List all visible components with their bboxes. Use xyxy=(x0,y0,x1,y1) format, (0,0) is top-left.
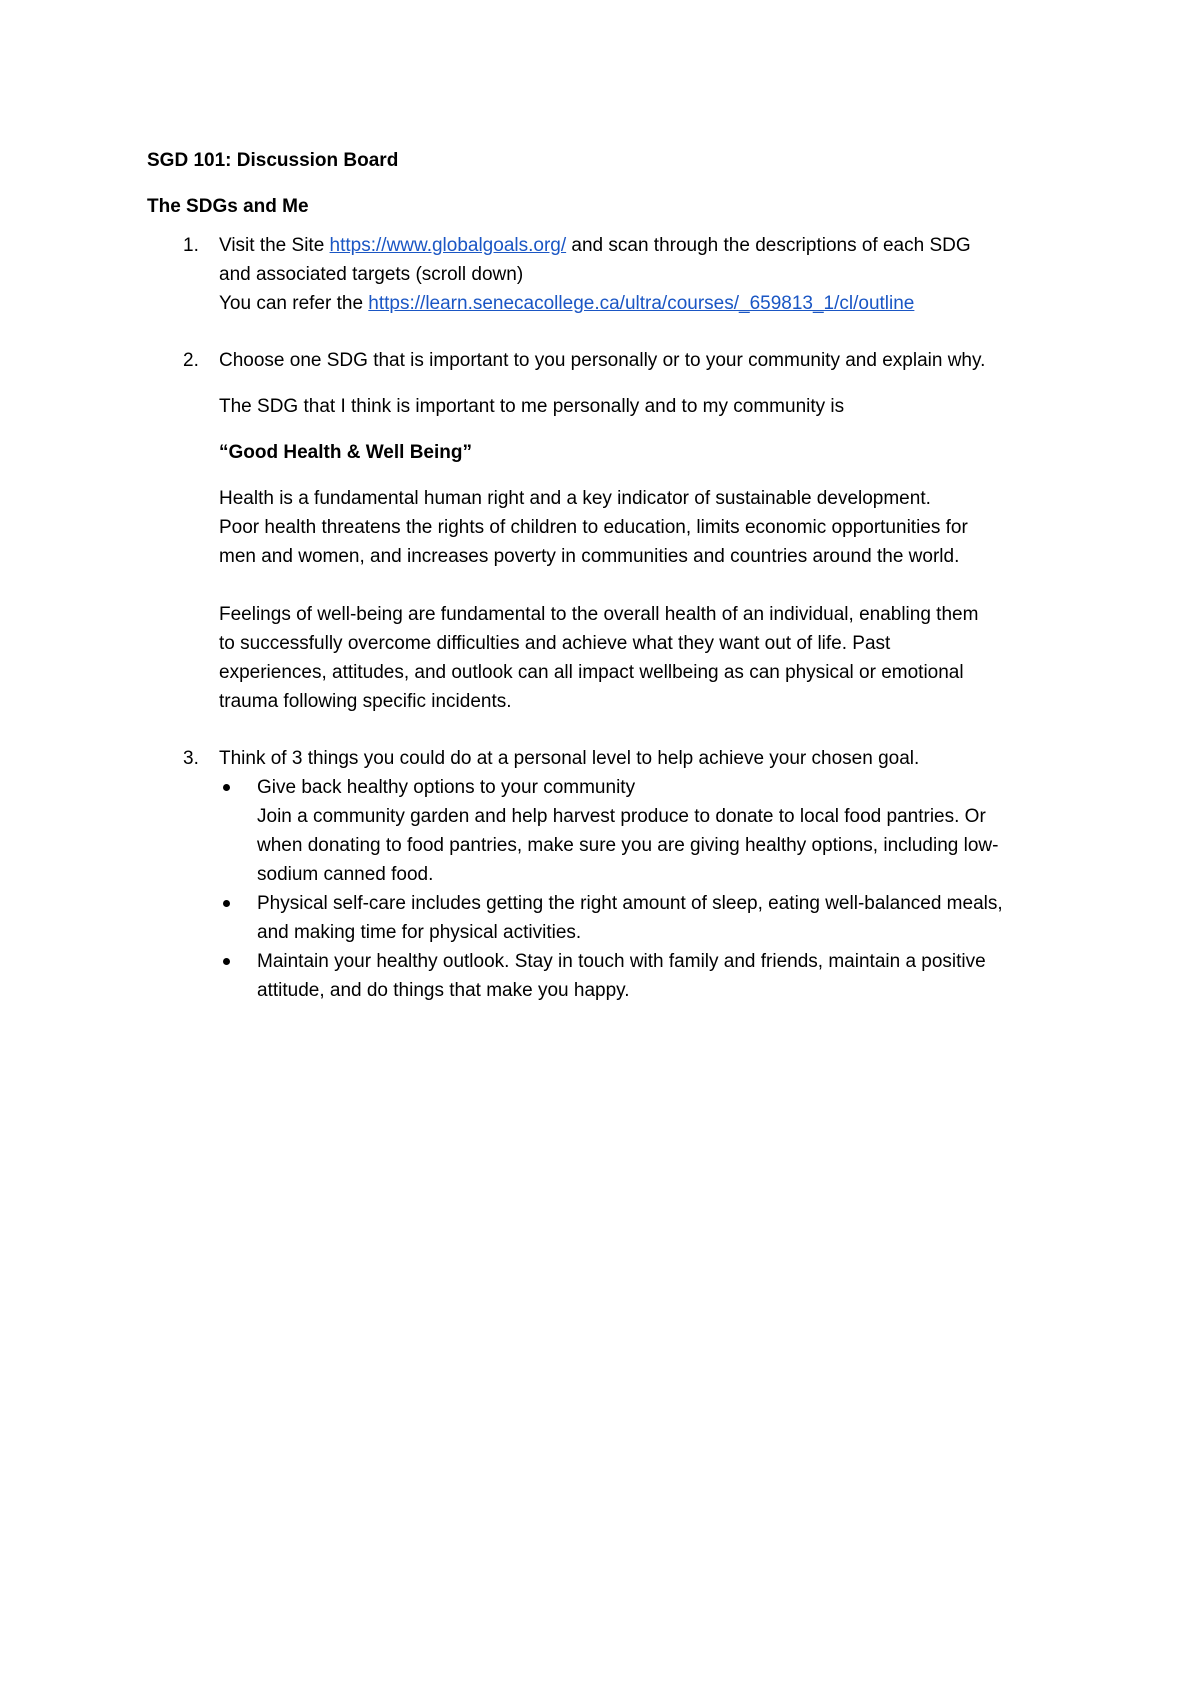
document-subtitle: The SDGs and Me xyxy=(147,196,309,217)
seneca-course-link[interactable]: https://learn.senecacollege.ca/ultra/courses/_659813_1/cl/outline xyxy=(368,293,915,314)
item-1-text-after-link: and scan through the descriptions of each SDG xyxy=(566,235,971,256)
item-3-question: Think of 3 things you could do at a personal level to help achieve your chosen goal. xyxy=(219,748,920,769)
bullet-line: Physical self-care includes getting the right amount of sleep, eating well-balanced meals, xyxy=(257,893,1003,914)
bullet-icon xyxy=(223,958,230,965)
numbered-item-2 xyxy=(147,346,1077,716)
item-2-question: Choose one SDG that is important to you personally or to your community and explain why. xyxy=(219,350,986,371)
paragraph-line: to successfully overcome difficulties and achieve what they want out of life. Past xyxy=(219,633,891,654)
action-item xyxy=(219,889,1077,947)
paragraph-line: Health is a fundamental human right and a key indicator of sustainable development. xyxy=(219,488,931,509)
item-1-line-3 xyxy=(219,289,1077,318)
bullet-icon xyxy=(223,900,230,907)
paragraph-wellbeing xyxy=(219,600,1077,716)
item-1-line-2: and associated targets (scroll down) xyxy=(219,264,524,285)
paragraph-line: trauma following specific incidents. xyxy=(219,691,512,712)
bullet-line: when donating to food pantries, make sure you are giving healthy options, including low- xyxy=(257,835,999,856)
item-1-text-before-link: Visit the Site xyxy=(219,235,330,256)
item-number: 1. xyxy=(183,235,199,256)
bullet-icon xyxy=(223,784,230,791)
bullet-line: Give back healthy options to your community xyxy=(257,777,636,798)
paragraph-line: Poor health threatens the rights of children to education, limits economic opportunities for xyxy=(219,517,968,538)
globalgoals-link[interactable]: https://www.globalgoals.org/ xyxy=(329,235,567,256)
bullet-line: sodium canned food. xyxy=(257,864,434,885)
chosen-goal-title: “Good Health & Well Being” xyxy=(219,442,472,463)
bullet-line: Join a community garden and help harvest produce to donate to local food pantries. Or xyxy=(257,806,986,827)
action-item xyxy=(219,773,1077,889)
spacer xyxy=(147,716,1077,744)
numbered-item-3 xyxy=(147,744,1077,1005)
paragraph-line: experiences, attitudes, and outlook can all impact wellbeing as can physical or emotional xyxy=(219,662,964,683)
document-content xyxy=(147,146,1077,1005)
document-title: SGD 101: Discussion Board xyxy=(147,150,399,171)
spacer xyxy=(147,318,1077,346)
item-number: 3. xyxy=(183,748,199,769)
bullet-line: attitude, and do things that make you happy. xyxy=(257,980,630,1001)
action-list xyxy=(219,773,1077,1005)
paragraph-health xyxy=(219,484,1077,571)
bullet-line: and making time for physical activities. xyxy=(257,922,582,943)
paragraph-line: Feelings of well-being are fundamental to the overall health of an individual, enabling them xyxy=(219,604,979,625)
refer-prefix: You can refer the xyxy=(219,293,369,314)
bullet-line: Maintain your healthy outlook. Stay in touch with family and friends, maintain a positive xyxy=(257,951,986,972)
paragraph-line: men and women, and increases poverty in communities and countries around the world. xyxy=(219,546,960,567)
item-number: 2. xyxy=(183,350,199,371)
action-item xyxy=(219,947,1077,1005)
numbered-item-1 xyxy=(147,231,1077,318)
item-2-intro: The SDG that I think is important to me personally and to my community is xyxy=(219,396,845,417)
item-1-line-1 xyxy=(219,231,1077,260)
spacer xyxy=(219,571,1077,600)
